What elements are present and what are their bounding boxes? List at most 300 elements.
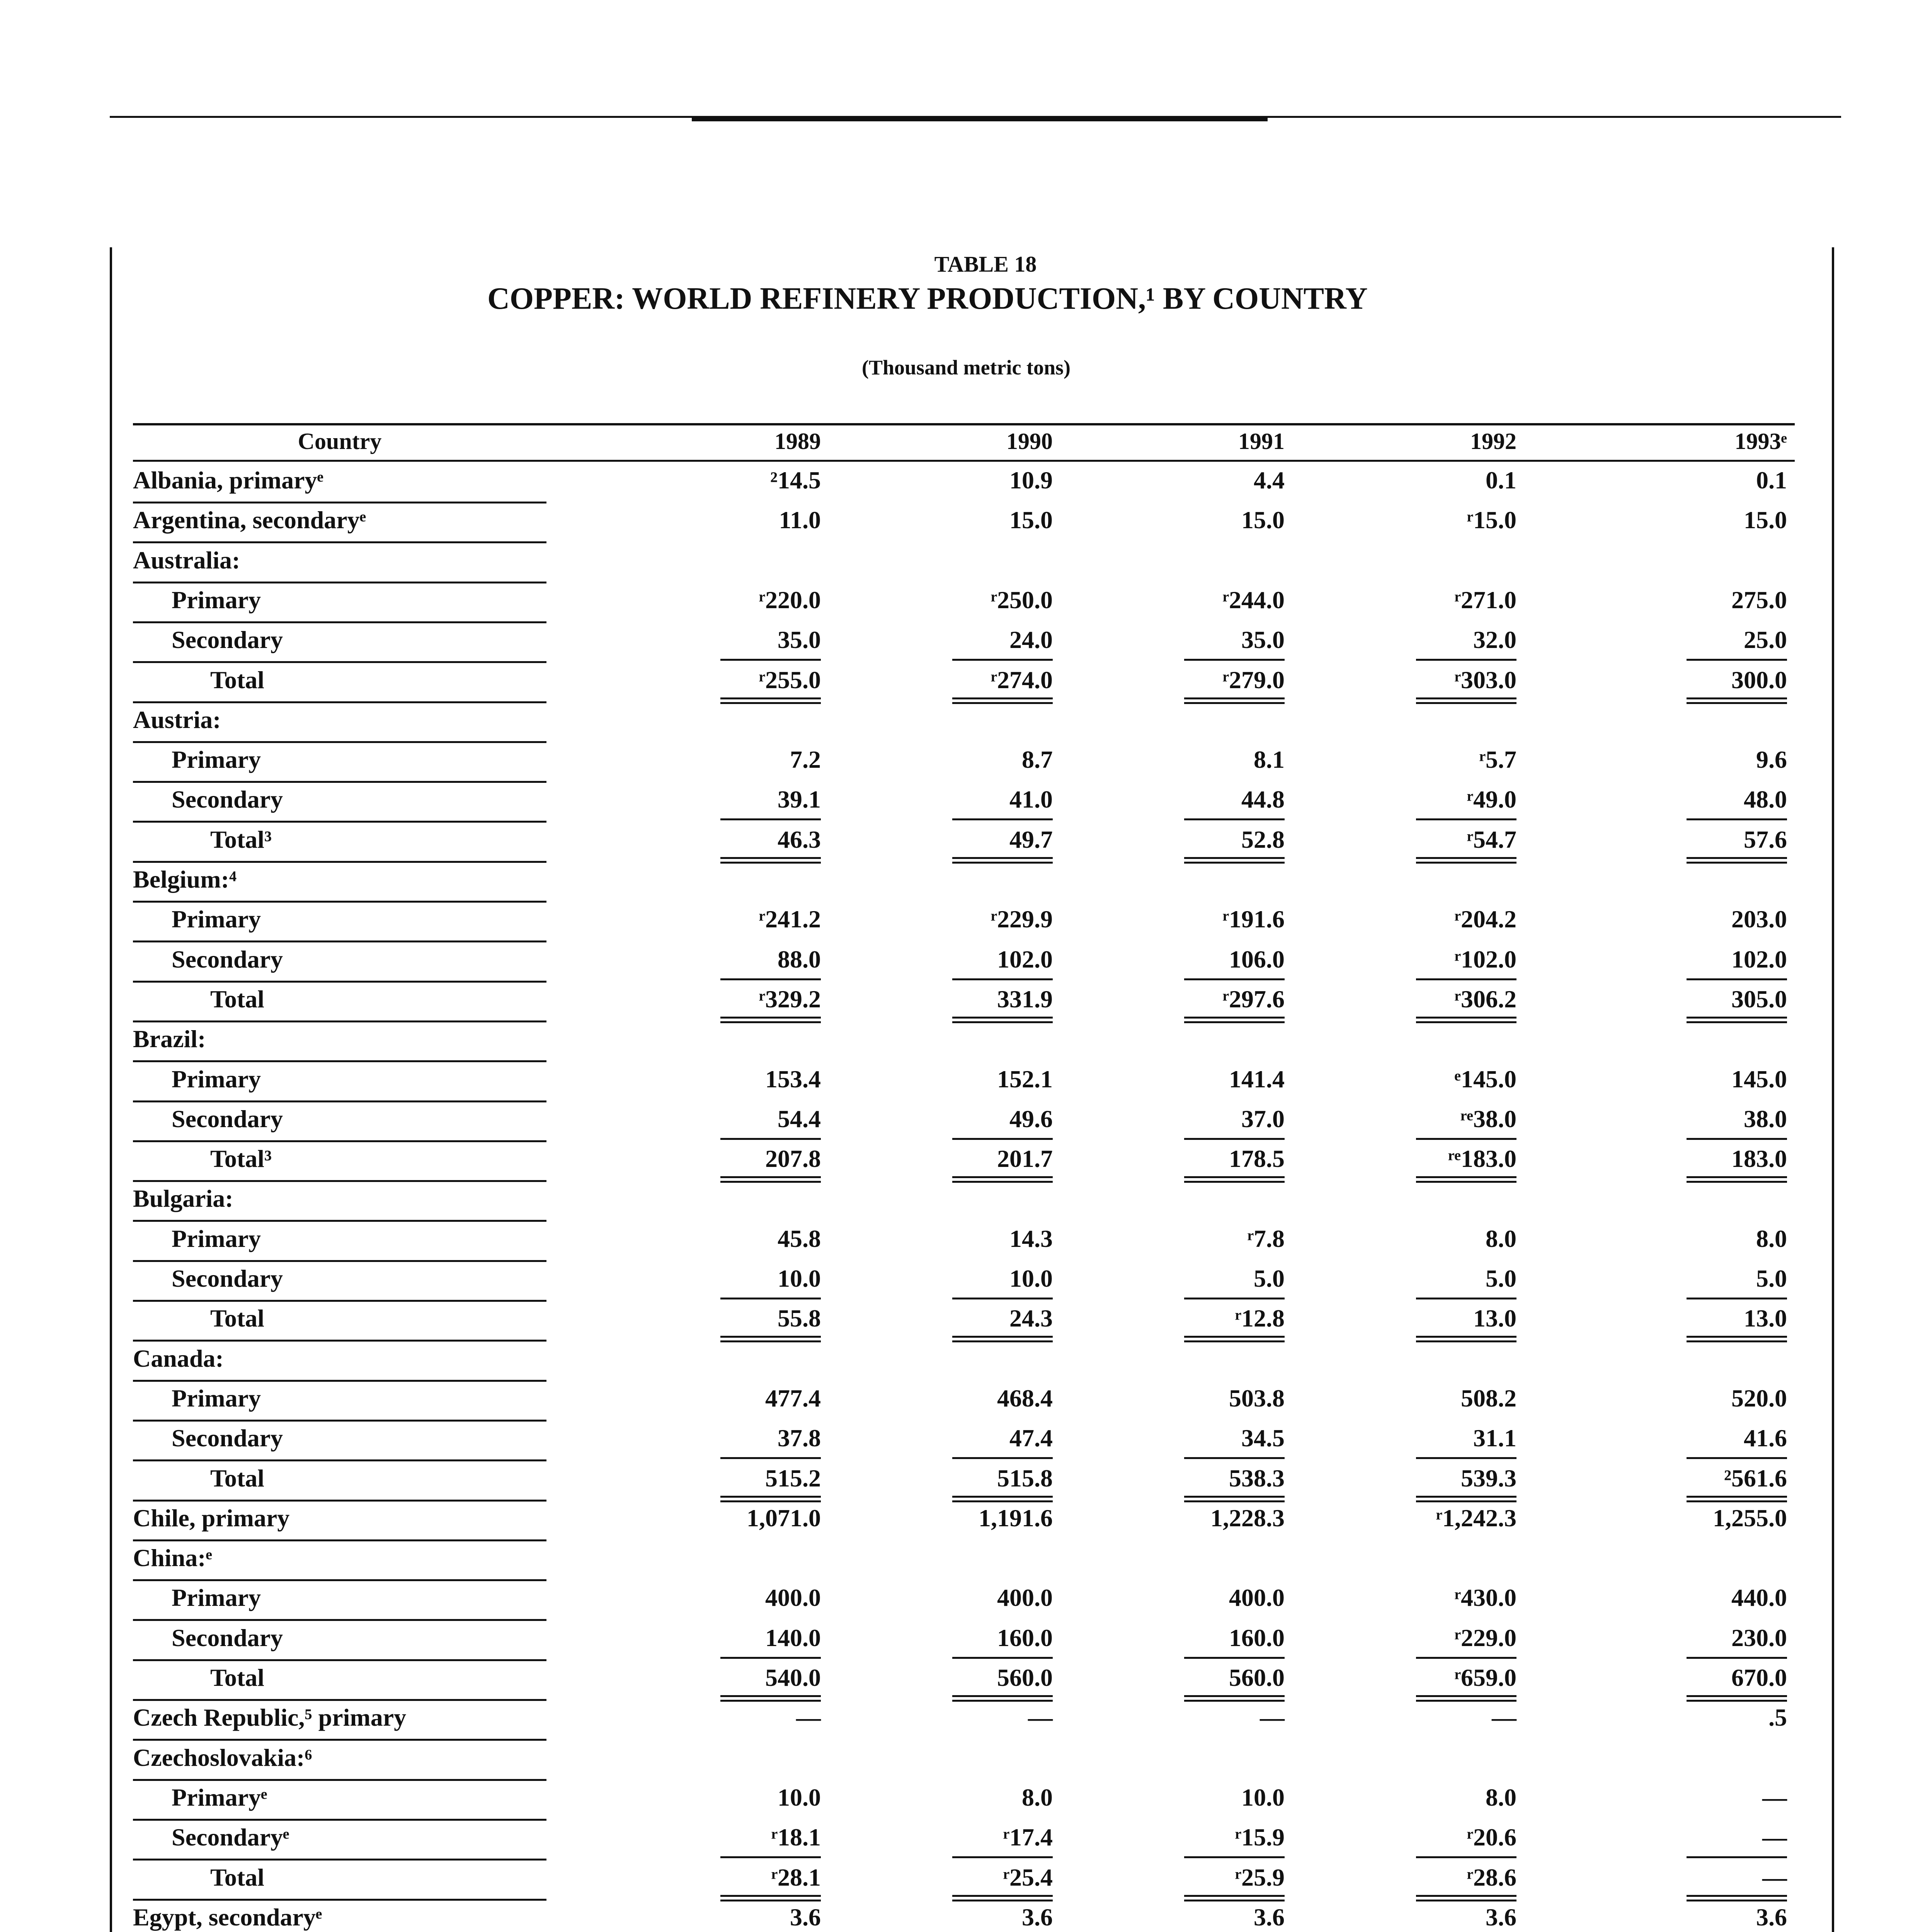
cell-value: — xyxy=(796,1704,821,1731)
row-label-rule xyxy=(133,1500,546,1502)
row-label: Czechoslovakia:⁶ xyxy=(133,1743,312,1771)
cell-value: ʳ15.9 xyxy=(1235,1823,1285,1851)
cell-value: 230.0 xyxy=(1731,1624,1787,1651)
subtotal-rule xyxy=(952,818,1053,820)
table-row xyxy=(133,1302,1795,1342)
cell-value: ʳ306.2 xyxy=(1454,985,1516,1013)
cell-value: ʳ25.4 xyxy=(1003,1863,1053,1891)
subtotal-rule xyxy=(1184,978,1285,980)
row-label-rule xyxy=(133,1739,546,1741)
row-label: Belgium:⁴ xyxy=(133,866,237,893)
table-row xyxy=(133,983,1795,1022)
subtotal-rule xyxy=(1687,659,1787,661)
row-label: Austria: xyxy=(133,706,221,733)
cell-value: 153.4 xyxy=(765,1065,821,1093)
row-label: Primary xyxy=(172,1225,261,1252)
cell-value: 41.6 xyxy=(1744,1424,1787,1452)
cell-value: 3.6 xyxy=(1022,1903,1053,1931)
cell-value: 152.1 xyxy=(997,1065,1053,1093)
cell-value: 34.5 xyxy=(1241,1424,1285,1452)
subtotal-rule xyxy=(1184,1856,1285,1858)
row-label: Primary xyxy=(172,905,261,933)
cell-value: ʳ255.0 xyxy=(759,666,821,694)
cell-value: ʳᵉ183.0 xyxy=(1448,1145,1516,1173)
column-header-1993: 1993ᵉ xyxy=(1734,429,1787,454)
subtotal-rule xyxy=(1416,1298,1516,1299)
cell-value: — xyxy=(1492,1704,1516,1731)
subtotal-rule xyxy=(1416,1457,1516,1459)
total-double-rule xyxy=(1687,697,1787,699)
total-double-rule xyxy=(952,1496,1053,1498)
subtotal-rule xyxy=(1687,1298,1787,1299)
column-header-1989: 1989 xyxy=(774,429,821,454)
row-label: Total xyxy=(210,985,264,1013)
cell-value: 141.4 xyxy=(1229,1065,1285,1093)
table-row xyxy=(133,1142,1795,1182)
subtotal-rule xyxy=(720,1298,821,1299)
cell-value: ²14.5 xyxy=(770,466,821,494)
cell-value: 8.7 xyxy=(1022,746,1053,774)
cell-value: 32.0 xyxy=(1473,626,1516,654)
subtotal-rule xyxy=(1416,818,1516,820)
subtotal-rule xyxy=(1687,1457,1787,1459)
row-label: Total³ xyxy=(210,825,272,853)
cell-value: ᵉ145.0 xyxy=(1454,1065,1516,1093)
cell-value: ʳ241.2 xyxy=(759,905,821,933)
table-row xyxy=(133,1422,1795,1461)
subtotal-rule xyxy=(1416,1657,1516,1659)
table-row xyxy=(133,464,1795,503)
cell-value: — xyxy=(1028,1704,1053,1731)
total-double-rule xyxy=(1687,1695,1787,1697)
cell-value: 0.1 xyxy=(1756,466,1787,494)
table-row xyxy=(133,783,1795,823)
table-row xyxy=(133,1502,1795,1541)
total-double-rule xyxy=(1416,697,1516,699)
row-label-rule xyxy=(133,1260,546,1262)
table-unit: (Thousand metric tons) xyxy=(861,356,1071,379)
row-label: Secondary xyxy=(172,945,283,973)
cell-value: ʳ5.7 xyxy=(1479,746,1516,774)
cell-value: 10.0 xyxy=(1009,1265,1053,1292)
subtotal-rule xyxy=(720,818,821,820)
cell-value: 88.0 xyxy=(778,945,821,973)
row-label: Chile, primary xyxy=(133,1504,290,1532)
table-row xyxy=(133,1182,1795,1222)
table-row xyxy=(133,1781,1795,1821)
row-label: Australia: xyxy=(133,546,240,574)
table-row xyxy=(133,1462,1795,1502)
cell-value: 4.4 xyxy=(1254,466,1285,494)
cell-value: 37.0 xyxy=(1241,1105,1285,1133)
table-row xyxy=(133,1821,1795,1861)
row-label-rule xyxy=(133,1340,546,1342)
row-label: Primary xyxy=(172,746,261,774)
table-row xyxy=(133,663,1795,703)
row-label-rule xyxy=(133,1060,546,1062)
table-row xyxy=(133,1063,1795,1102)
cell-value: ʳ244.0 xyxy=(1222,586,1285,614)
row-label-rule xyxy=(133,621,546,623)
cell-value: ʳ329.2 xyxy=(759,985,821,1013)
row-label-rule xyxy=(133,1699,546,1701)
cell-value: 44.8 xyxy=(1241,786,1285,813)
subtotal-rule xyxy=(1687,978,1787,980)
row-label-rule xyxy=(133,1300,546,1302)
cell-value: ʳ49.0 xyxy=(1467,786,1516,813)
subtotal-rule xyxy=(1687,818,1787,820)
table-row xyxy=(133,1701,1795,1741)
total-double-rule xyxy=(720,857,821,859)
row-label-rule xyxy=(133,1779,546,1781)
table-row xyxy=(133,943,1795,983)
table-row xyxy=(133,1342,1795,1382)
row-label: Albania, primaryᵉ xyxy=(133,466,324,494)
cell-value: 8.0 xyxy=(1486,1783,1516,1811)
cell-value: ʳ25.9 xyxy=(1235,1863,1285,1891)
row-label-rule xyxy=(133,940,546,942)
row-label-rule xyxy=(133,1020,546,1022)
total-double-rule xyxy=(952,1895,1053,1897)
cell-value: 39.1 xyxy=(778,786,821,813)
total-double-rule xyxy=(952,1336,1053,1338)
row-label-rule xyxy=(133,781,546,783)
cell-value: ʳ229.9 xyxy=(991,905,1053,933)
cell-value: 10.0 xyxy=(778,1265,821,1292)
total-double-rule xyxy=(952,1695,1053,1697)
total-double-rule xyxy=(720,1695,821,1697)
row-label: Secondary xyxy=(172,1624,283,1651)
top-rule-thick xyxy=(692,116,1268,121)
table-row xyxy=(133,1901,1795,1932)
row-label: Egypt, secondaryᵉ xyxy=(133,1903,322,1931)
total-double-rule xyxy=(952,1017,1053,1019)
cell-value: 24.0 xyxy=(1009,626,1053,654)
row-label-rule xyxy=(133,1859,546,1861)
subtotal-rule xyxy=(1184,818,1285,820)
cell-value: 102.0 xyxy=(1731,945,1787,973)
row-label-rule xyxy=(133,1140,546,1142)
cell-value: 47.4 xyxy=(1009,1424,1053,1452)
total-double-rule xyxy=(952,857,1053,859)
column-header-1992: 1992 xyxy=(1470,429,1516,454)
table-row xyxy=(133,1861,1795,1901)
subtotal-rule xyxy=(1416,1856,1516,1858)
table-number: TABLE 18 xyxy=(934,252,1037,277)
cell-value: ʳ18.1 xyxy=(771,1823,821,1851)
subtotal-rule xyxy=(720,659,821,661)
row-label: Primary xyxy=(172,1065,261,1093)
total-double-rule xyxy=(1416,1336,1516,1338)
cell-value: 5.0 xyxy=(1254,1265,1285,1292)
cell-value: 57.6 xyxy=(1744,825,1787,853)
total-double-rule xyxy=(720,1496,821,1498)
cell-value: ʳ297.6 xyxy=(1222,985,1285,1013)
subtotal-rule xyxy=(952,659,1053,661)
row-label-rule xyxy=(133,661,546,663)
cell-value: 515.8 xyxy=(997,1464,1053,1492)
total-double-rule xyxy=(1416,1695,1516,1697)
row-label-rule xyxy=(133,1459,546,1461)
table-row xyxy=(133,1661,1795,1701)
cell-value: 31.1 xyxy=(1473,1424,1516,1452)
row-label-rule xyxy=(133,1899,546,1901)
row-label-rule xyxy=(133,861,546,863)
table-row xyxy=(133,1382,1795,1422)
cell-value: 539.3 xyxy=(1461,1464,1516,1492)
table-row xyxy=(133,863,1795,903)
cell-value: 178.5 xyxy=(1229,1145,1285,1173)
total-double-rule xyxy=(1416,1895,1516,1897)
row-label-rule xyxy=(133,1579,546,1581)
table-row xyxy=(133,583,1795,623)
total-double-rule xyxy=(1184,1695,1285,1697)
total-double-rule xyxy=(720,697,821,699)
cell-value: 1,228.3 xyxy=(1210,1504,1285,1532)
table-row xyxy=(133,1222,1795,1262)
total-double-rule xyxy=(720,1336,821,1338)
cell-value: 25.0 xyxy=(1744,626,1787,654)
cell-value: ʳ28.1 xyxy=(771,1863,821,1891)
cell-value: ʳ274.0 xyxy=(991,666,1053,694)
table-row xyxy=(133,1621,1795,1661)
cell-value: 0.1 xyxy=(1486,466,1516,494)
total-double-rule xyxy=(1184,697,1285,699)
row-label-rule xyxy=(133,1619,546,1621)
cell-value: ʳ220.0 xyxy=(759,586,821,614)
total-double-rule xyxy=(1416,1496,1516,1498)
row-label: Czech Republic,⁵ primary xyxy=(133,1704,407,1731)
cell-value: 13.0 xyxy=(1744,1304,1787,1332)
cell-value: ʳ28.6 xyxy=(1467,1863,1516,1891)
cell-value: 670.0 xyxy=(1731,1664,1787,1691)
row-label: Primary xyxy=(172,586,261,614)
row-label: Primary xyxy=(172,1584,261,1612)
cell-value: 7.2 xyxy=(790,746,821,774)
subtotal-rule xyxy=(952,1457,1053,1459)
row-label: Primary xyxy=(172,1384,261,1412)
cell-value: 9.6 xyxy=(1756,746,1787,774)
total-double-rule xyxy=(1416,857,1516,859)
total-double-rule xyxy=(1687,1895,1787,1897)
subtotal-rule xyxy=(1687,1657,1787,1659)
column-header-country: Country xyxy=(298,429,382,454)
row-label: Secondary xyxy=(172,1105,283,1133)
subtotal-rule xyxy=(1687,1138,1787,1140)
cell-value: ʳ102.0 xyxy=(1454,945,1516,973)
row-label-rule xyxy=(133,1100,546,1102)
cell-value: ʳ204.2 xyxy=(1454,905,1516,933)
table-row xyxy=(133,1262,1795,1302)
table-title: COPPER: WORLD REFINERY PRODUCTION,¹ BY COUNTRY xyxy=(487,282,1368,316)
total-double-rule xyxy=(1687,1496,1787,1498)
subtotal-rule xyxy=(952,1856,1053,1858)
cell-value: 5.0 xyxy=(1486,1265,1516,1292)
cell-value: ʳ250.0 xyxy=(991,586,1053,614)
cell-value: 15.0 xyxy=(1744,506,1787,534)
cell-value: 3.6 xyxy=(790,1903,821,1931)
row-label: Total xyxy=(210,1863,264,1891)
cell-value: 8.0 xyxy=(1486,1225,1516,1252)
row-label-rule xyxy=(133,1220,546,1222)
cell-value: 35.0 xyxy=(1241,626,1285,654)
subtotal-rule xyxy=(1687,1856,1787,1858)
cell-value: 538.3 xyxy=(1229,1464,1285,1492)
cell-value: 10.0 xyxy=(778,1783,821,1811)
cell-value: ʳ271.0 xyxy=(1454,586,1516,614)
cell-value: ʳ7.8 xyxy=(1247,1225,1285,1252)
cell-value: 300.0 xyxy=(1731,666,1787,694)
cell-value: 560.0 xyxy=(997,1664,1053,1691)
cell-value: 160.0 xyxy=(997,1624,1053,1651)
subtotal-rule xyxy=(952,1657,1053,1659)
row-label-rule xyxy=(133,1539,546,1541)
cell-value: 515.2 xyxy=(765,1464,821,1492)
cell-value: 52.8 xyxy=(1241,825,1285,853)
subtotal-rule xyxy=(720,978,821,980)
row-label: Argentina, secondaryᵉ xyxy=(133,506,366,534)
row-label: Secondary xyxy=(172,1265,283,1292)
cell-value: 331.9 xyxy=(997,985,1053,1013)
cell-value: — xyxy=(1762,1783,1787,1811)
cell-value: 46.3 xyxy=(778,825,821,853)
row-label-rule xyxy=(133,1180,546,1182)
table-row xyxy=(133,703,1795,743)
cell-value: 8.1 xyxy=(1254,746,1285,774)
cell-value: ʳ54.7 xyxy=(1467,825,1516,853)
cell-value: 15.0 xyxy=(1241,506,1285,534)
row-label: Brazil: xyxy=(133,1025,206,1053)
cell-value: 140.0 xyxy=(765,1624,821,1651)
cell-value: 48.0 xyxy=(1744,786,1787,813)
cell-value: 508.2 xyxy=(1461,1384,1516,1412)
cell-value: 102.0 xyxy=(997,945,1053,973)
subtotal-rule xyxy=(720,1457,821,1459)
cell-value: ʳ12.8 xyxy=(1235,1304,1285,1332)
cell-value: 520.0 xyxy=(1731,1384,1787,1412)
total-double-rule xyxy=(720,1895,821,1897)
header-bottom-rule xyxy=(133,460,1795,462)
subtotal-rule xyxy=(720,1856,821,1858)
cell-value: 38.0 xyxy=(1744,1105,1787,1133)
table-row xyxy=(133,1022,1795,1062)
subtotal-rule xyxy=(1184,659,1285,661)
cell-value: 1,255.0 xyxy=(1713,1504,1787,1532)
total-double-rule xyxy=(1687,1017,1787,1019)
total-double-rule xyxy=(1184,1017,1285,1019)
cell-value: ʳ15.0 xyxy=(1467,506,1516,534)
table-row xyxy=(133,743,1795,783)
cell-value: 54.4 xyxy=(778,1105,821,1133)
cell-value: — xyxy=(1762,1823,1787,1851)
subtotal-rule xyxy=(1416,659,1516,661)
cell-value: 55.8 xyxy=(778,1304,821,1332)
cell-value: 560.0 xyxy=(1229,1664,1285,1691)
total-double-rule xyxy=(1184,1336,1285,1338)
total-double-rule xyxy=(1687,1176,1787,1178)
cell-value: 160.0 xyxy=(1229,1624,1285,1651)
row-label: China:ᵉ xyxy=(133,1544,213,1572)
table-row xyxy=(133,823,1795,863)
cell-value: ʳ279.0 xyxy=(1222,666,1285,694)
right-margin-line xyxy=(1832,247,1834,1932)
table-row xyxy=(133,1541,1795,1581)
row-label: Canada: xyxy=(133,1344,224,1372)
cell-value: 3.6 xyxy=(1254,1903,1285,1931)
row-label: Total³ xyxy=(210,1145,272,1173)
cell-value: 8.0 xyxy=(1756,1225,1787,1252)
cell-value: ʳ17.4 xyxy=(1003,1823,1053,1851)
cell-value: 3.6 xyxy=(1486,1903,1516,1931)
cell-value: 35.0 xyxy=(778,626,821,654)
cell-value: ʳ1,242.3 xyxy=(1436,1504,1516,1532)
cell-value: 106.0 xyxy=(1229,945,1285,973)
cell-value: 14.3 xyxy=(1009,1225,1053,1252)
subtotal-rule xyxy=(1184,1657,1285,1659)
cell-value: — xyxy=(1260,1704,1285,1731)
cell-value: 440.0 xyxy=(1731,1584,1787,1612)
cell-value: 201.7 xyxy=(997,1145,1053,1173)
subtotal-rule xyxy=(952,978,1053,980)
cell-value: 37.8 xyxy=(778,1424,821,1452)
subtotal-rule xyxy=(1184,1138,1285,1140)
cell-value: 468.4 xyxy=(997,1384,1053,1412)
cell-value: ʳ659.0 xyxy=(1454,1664,1516,1691)
table-row xyxy=(133,903,1795,942)
cell-value: 400.0 xyxy=(1229,1584,1285,1612)
row-label-rule xyxy=(133,1380,546,1382)
subtotal-rule xyxy=(1184,1457,1285,1459)
cell-value: 1,191.6 xyxy=(979,1504,1053,1532)
cell-value: 275.0 xyxy=(1731,586,1787,614)
row-label-rule xyxy=(133,1659,546,1661)
row-label: Primaryᵉ xyxy=(172,1783,267,1811)
cell-value: 207.8 xyxy=(765,1145,821,1173)
header-top-rule xyxy=(133,423,1795,425)
table-row xyxy=(133,503,1795,543)
row-label: Bulgaria: xyxy=(133,1185,233,1213)
cell-value: 400.0 xyxy=(765,1584,821,1612)
cell-value: ʳ430.0 xyxy=(1454,1584,1516,1612)
row-label: Total xyxy=(210,1464,264,1492)
table-row xyxy=(133,544,1795,583)
cell-value: 183.0 xyxy=(1731,1145,1787,1173)
cell-value: .5 xyxy=(1768,1704,1787,1731)
total-double-rule xyxy=(952,1176,1053,1178)
row-label-rule xyxy=(133,582,546,583)
cell-value: 5.0 xyxy=(1756,1265,1787,1292)
cell-value: 3.6 xyxy=(1756,1903,1787,1931)
row-label-rule xyxy=(133,821,546,823)
subtotal-rule xyxy=(720,1657,821,1659)
total-double-rule xyxy=(720,1017,821,1019)
subtotal-rule xyxy=(952,1298,1053,1299)
total-double-rule xyxy=(1184,857,1285,859)
row-label-rule xyxy=(133,541,546,543)
row-label: Secondary xyxy=(172,786,283,813)
column-header-1991: 1991 xyxy=(1238,429,1285,454)
cell-value: 10.9 xyxy=(1009,466,1053,494)
row-label: Total xyxy=(210,1664,264,1691)
cell-value: 24.3 xyxy=(1009,1304,1053,1332)
cell-value: ʳ229.0 xyxy=(1454,1624,1516,1651)
total-double-rule xyxy=(1184,1895,1285,1897)
total-double-rule xyxy=(1416,1017,1516,1019)
total-double-rule xyxy=(1184,1176,1285,1178)
cell-value: 41.0 xyxy=(1009,786,1053,813)
cell-value: 15.0 xyxy=(1009,506,1053,534)
row-label: Secondary xyxy=(172,1424,283,1452)
